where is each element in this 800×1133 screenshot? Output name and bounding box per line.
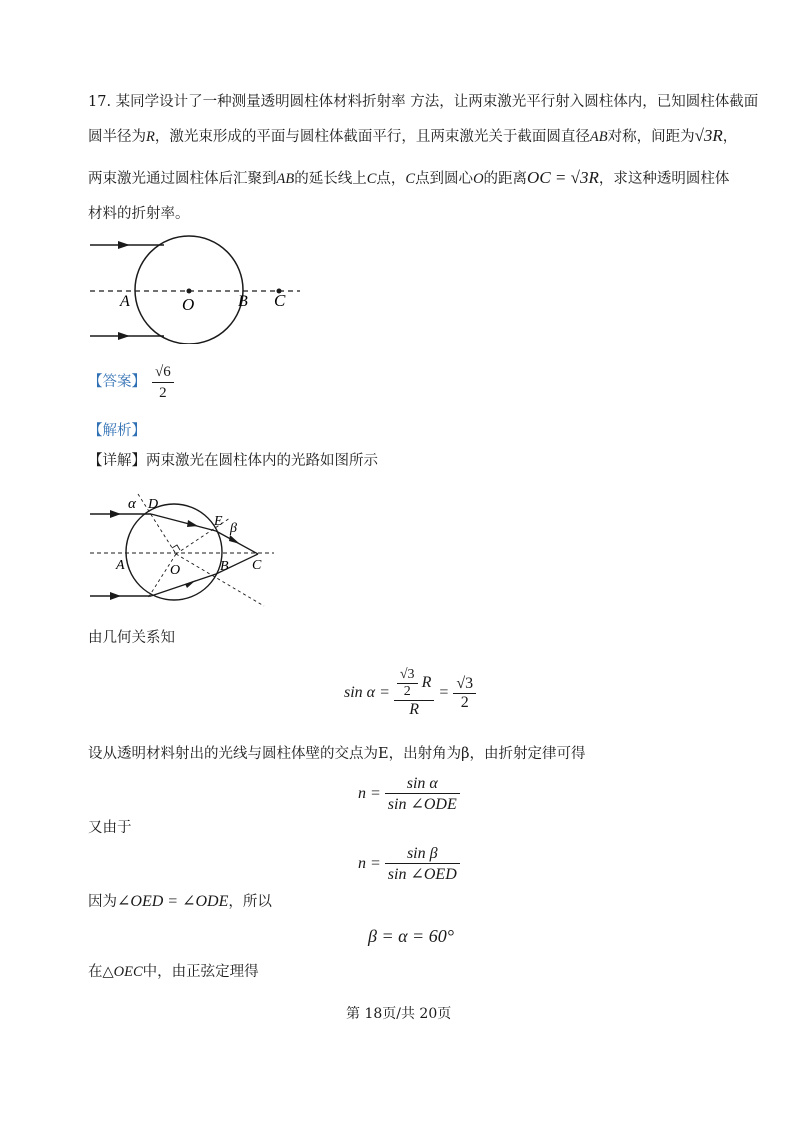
page-footer: 第 18页/共 20页: [346, 1006, 452, 1022]
problem-text: 的延长线上: [294, 171, 367, 187]
answer-row: [88, 360, 174, 404]
arrow-right-icon: [185, 580, 196, 588]
problem-text: 两束激光通过圆柱体后汇聚到: [88, 171, 277, 187]
label-A: A: [116, 558, 125, 573]
answer-denominator: 2: [159, 384, 167, 401]
eq1-big-denominator: R: [409, 701, 419, 718]
arrow-right-icon: [229, 535, 240, 544]
label-B: B: [238, 293, 248, 310]
problem-text: 对称，间距为: [607, 129, 695, 145]
symbol-C: C: [405, 171, 416, 187]
detail-tag: 【详解】: [88, 453, 146, 469]
eq1-rhs-numerator: √3: [453, 675, 476, 694]
label-A: A: [120, 293, 130, 310]
problem-line-3: [88, 168, 729, 189]
eq1-rhs-denominator: 2: [460, 693, 469, 711]
answer-numerator: √6: [152, 362, 174, 383]
eq1-inner-fraction: [397, 667, 418, 700]
also-text: 又由于: [88, 820, 132, 836]
problem-text: 点到圆心: [415, 171, 474, 187]
analysis-tag: 【解析】: [88, 423, 146, 439]
because-row: [88, 892, 272, 912]
answer-fraction: [152, 362, 174, 403]
detail-text: 两束激光在圆柱体内的光路如图所示: [146, 453, 378, 469]
arrow-right-icon: [118, 241, 130, 249]
problem-line-1: 17. 某同学设计了一种测量透明圆柱体材料折射率 方法，让两束激光平行射入圆柱体内，已知圆柱体截面: [88, 94, 759, 110]
eq1-inner-denominator: 2: [403, 684, 411, 699]
label-C: C: [274, 291, 286, 310]
detail-row: [88, 451, 378, 471]
equation-n-beta: [358, 842, 460, 886]
symbol-AB: AB: [276, 171, 295, 187]
eq2-denominator: sin ∠ODE: [387, 795, 457, 813]
eq2-fraction: [385, 775, 460, 814]
equation-beta-alpha-60: β = α = 60°: [368, 926, 454, 946]
symbol-sqrt3R: √3R: [694, 126, 723, 145]
label-B: B: [220, 559, 229, 574]
because-text: 因为: [88, 894, 117, 910]
sine-law-text: 中，由正弦定理得: [142, 964, 259, 980]
symbol-C: C: [366, 171, 377, 187]
cylinder-cross-section: [126, 504, 222, 600]
label-D: D: [148, 497, 159, 512]
arrow-right-icon: [118, 332, 130, 340]
eq1-big-numerator: [394, 667, 434, 701]
eq2-numerator: sin α: [385, 775, 460, 794]
eq2-lhs: n =: [358, 785, 381, 802]
refraction-law-text: 设从透明材料射出的光线与圆柱体壁的交点为E，出射角为β，由折射定律可得: [88, 746, 586, 762]
figure-2-light-path-diagram: [88, 488, 283, 612]
symbol-AB: AB: [589, 129, 608, 145]
arrow-right-icon: [187, 520, 198, 527]
equation-sin-alpha: [344, 660, 476, 726]
eq3-denominator: sin ∠OED: [387, 865, 457, 883]
label-O: O: [170, 563, 181, 578]
answer-tag: 【答案】: [88, 374, 146, 390]
eq1-inner-R: R: [421, 674, 432, 692]
center-point-O: [187, 289, 192, 294]
eq1-lhs: sin α =: [344, 684, 390, 701]
triangle-OEC: △OEC: [102, 964, 143, 980]
symbol-OC-equation: OC = √3R: [527, 168, 599, 187]
figure-1-circle-diagram: [88, 232, 308, 344]
problem-text: ，求这种透明圆柱体: [598, 171, 730, 187]
sine-text: 在: [88, 964, 103, 980]
label-O: O: [182, 295, 195, 314]
eq1-equals: =: [439, 684, 449, 701]
equation-n-alpha: [358, 772, 460, 816]
right-angle-mark: [172, 545, 180, 550]
symbol-R: R: [146, 129, 155, 145]
problem-text: 点，: [376, 171, 406, 187]
lower-refracted-beam: [151, 574, 216, 596]
angle-equality: ∠OED = ∠ODE: [117, 893, 229, 910]
arrow-right-icon: [110, 592, 121, 600]
sine-law-row: [88, 962, 259, 982]
eq1-big-fraction: [394, 667, 434, 719]
eq3-lhs: n =: [358, 855, 381, 872]
eq3-numerator: sin β: [385, 845, 460, 864]
label-E: E: [214, 514, 223, 529]
symbol-O: O: [473, 171, 484, 187]
problem-text: 圆半径为: [88, 129, 146, 145]
because-so-text: ，所以: [228, 894, 272, 910]
eq1-rhs-fraction: [453, 675, 476, 712]
geometry-text: 由几何关系知: [88, 630, 175, 646]
problem-line-2: 圆半径为R，激光束形成的平面与圆柱体截面平行，且两束激光关于截面圆直径AB对称，间距为√3R，: [88, 126, 738, 145]
label-C: C: [252, 558, 262, 573]
eq1-inner-numerator: √3: [397, 667, 418, 684]
label-alpha: α: [128, 496, 136, 512]
problem-text: ，激光束形成的平面与圆柱体截面平行，且两束激光关于截面圆直径: [154, 129, 590, 145]
problem-line-4: 材料的折射率。: [88, 206, 190, 222]
eq3-fraction: [385, 845, 460, 884]
arrow-right-icon: [110, 510, 121, 518]
label-beta: β: [230, 521, 237, 536]
problem-text: 的距离: [483, 171, 528, 187]
